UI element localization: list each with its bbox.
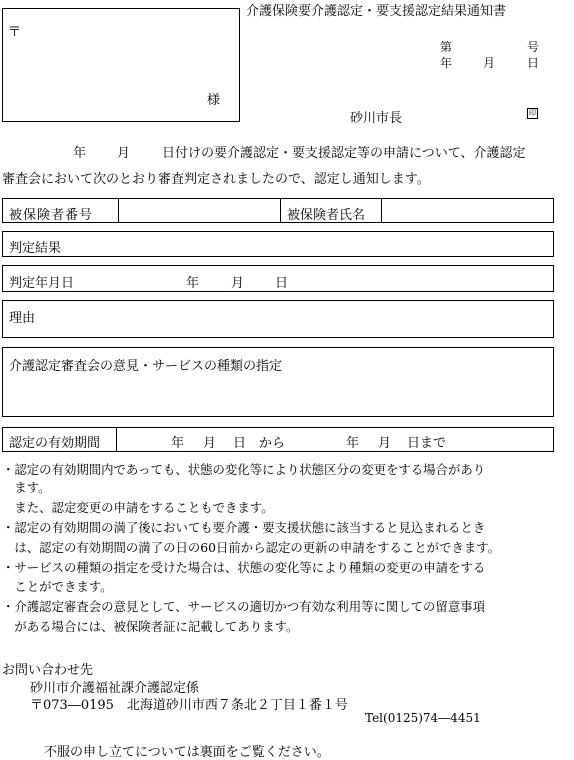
result-row xyxy=(2,231,554,257)
validity-period-row xyxy=(2,427,554,452)
note-line: ・認定の有効期間内であっても、状態の変化等により状態区分の変更をする場合があり xyxy=(2,462,486,477)
intro-year: 年 xyxy=(73,146,87,161)
contact-department: 砂川市介護福祉課介護認定係 xyxy=(30,681,200,696)
validity-to-year: 年 xyxy=(346,436,360,451)
judgment-day: 日 xyxy=(275,276,289,291)
address-box xyxy=(2,8,240,122)
reason-row xyxy=(2,300,554,338)
contact-address: 〒073―0195 北海道砂川市西７条北２丁目１番１号 xyxy=(30,698,348,713)
note-line: ・認定の有効期間の満了後においても要介護・要支援状態に該当すると見込まれるとき xyxy=(2,520,486,535)
opinion-row xyxy=(2,347,554,417)
validity-from-month: 月 xyxy=(203,436,217,451)
note-line: また、認定変更の申請をすることもできます。 xyxy=(2,500,274,515)
validity-to-day: 日まで xyxy=(407,436,447,451)
honorific-sama: 様 xyxy=(207,93,221,108)
number-go: 号 xyxy=(527,40,540,54)
insured-info-row xyxy=(2,198,554,223)
validity-label: 認定の有効期間 xyxy=(9,436,101,451)
reason-label: 理由 xyxy=(9,311,36,326)
issue-date-month: 月 xyxy=(483,56,496,70)
seal-stamp: 印 xyxy=(529,109,536,117)
contact-heading: お問い合わせ先 xyxy=(2,663,94,678)
validity-from-day: 日 から xyxy=(233,436,286,451)
intro-month: 月 xyxy=(117,146,131,161)
intro-line2: 審査会において次のとおり審査判定されましたので、認定し通知します。 xyxy=(2,172,430,187)
result-label: 判定結果 xyxy=(9,241,62,256)
validity-from-year: 年 xyxy=(171,436,185,451)
opinion-label: 介護認定審査会の意見・サービスの種類の指定 xyxy=(9,359,283,374)
issuer-name: 砂川市長 xyxy=(350,111,403,126)
insured-number-label: 被保険者番号 xyxy=(9,208,94,223)
judgment-date-label: 判定年月日 xyxy=(9,276,75,291)
postal-mark: 〒 xyxy=(8,25,22,40)
judgment-month: 月 xyxy=(231,276,245,291)
validity-to-month: 月 xyxy=(378,436,392,451)
number-dai: 第 xyxy=(440,40,453,54)
issue-date-year: 年 xyxy=(440,56,453,70)
intro-line1: 日付けの要介護認定・要支援認定等の申請について、介護認定 xyxy=(162,146,526,161)
judgment-year: 年 xyxy=(186,276,200,291)
note-line: がある場合には、被保険者証に記載してあります。 xyxy=(2,619,299,634)
appeal-note: 不服の申し立てについては裏面をご覧ください。 xyxy=(44,745,330,760)
contact-tel: Tel(0125)74―4451 xyxy=(365,711,481,725)
document-title: 介護保険要介護認定・要支援認定結果通知書 xyxy=(246,4,507,19)
note-line: は、認定の有効期間の満了の日の60日前から認定の更新の申請をすることができます。 xyxy=(2,540,501,555)
note-line: ます。 xyxy=(2,480,51,495)
note-line: ・サービスの種類の指定を受けた場合は、状態の変化等により種類の変更の申請をする xyxy=(2,560,486,575)
note-line: ことができます。 xyxy=(2,579,113,594)
issue-date-day: 日 xyxy=(527,56,540,70)
judgment-date-row xyxy=(2,265,554,292)
note-line: ・介護認定審査会の意見として、サービスの適切かつ有効な利用等に関しての留意事項 xyxy=(2,599,485,614)
insured-name-label: 被保険者氏名 xyxy=(287,208,366,223)
